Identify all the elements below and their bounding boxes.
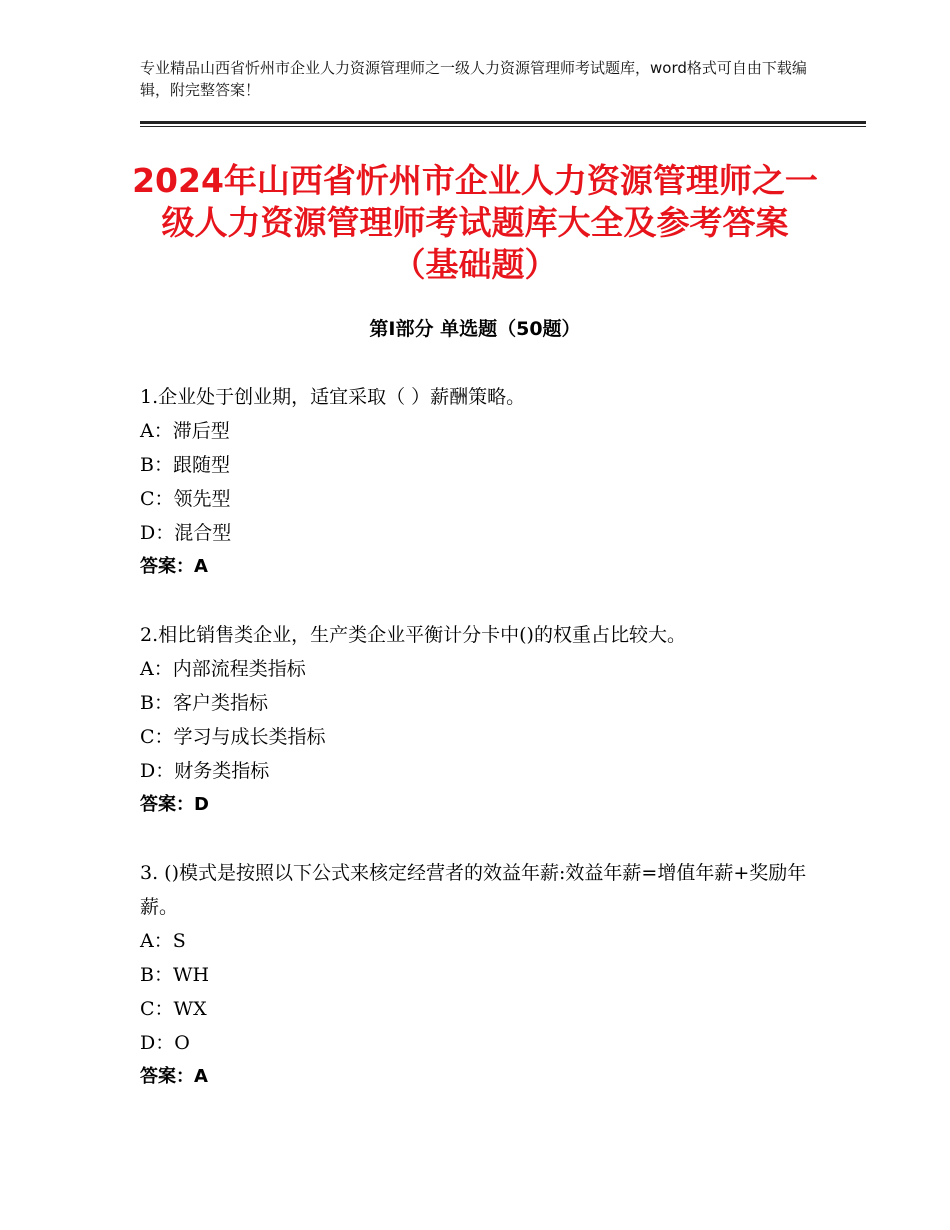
option-c: C：WX <box>140 998 207 1020</box>
header-note: 专业精品山西省忻州市企业人力资源管理师之一级人力资源管理师考试题库，word格式可自由下载编辑，附完整答案！ <box>140 59 807 99</box>
header-divider-thin <box>140 126 866 127</box>
option-b: B：WH <box>140 964 210 986</box>
section-heading: 第Ⅰ部分 单选题（50题） <box>369 318 581 340</box>
document-title: 2024年山西省忻州市企业人力资源管理师之一级人力资源管理师考试题库大全及参考答案（基础题） <box>132 161 818 284</box>
option-b: B：跟随型 <box>140 454 230 476</box>
header-divider-thick <box>140 121 866 124</box>
answer-label: 答案：A <box>140 1066 208 1087</box>
question-stem: 2.相比销售类企业，生产类企业平衡计分卡中()的权重占比较大。 <box>140 624 686 646</box>
question-stem: 1.企业处于创业期，适宜采取（ ）薪酬策略。 <box>140 386 526 408</box>
option-c: C：学习与成长类指标 <box>140 726 326 748</box>
option-a: A：S <box>140 930 186 952</box>
question-2 <box>140 618 820 822</box>
option-d: D：财务类指标 <box>140 760 270 782</box>
option-a: A：滞后型 <box>140 420 230 442</box>
answer-label: 答案：D <box>140 794 209 815</box>
option-b: B：客户类指标 <box>140 692 268 714</box>
question-1 <box>140 380 820 584</box>
option-c: C：领先型 <box>140 488 231 510</box>
answer-label: 答案：A <box>140 556 208 577</box>
question-3 <box>140 856 820 1094</box>
option-d: D：混合型 <box>140 522 232 544</box>
option-d: D：O <box>140 1032 190 1054</box>
question-stem: 3. ()模式是按照以下公式来核定经营者的效益年薪:效益年薪=增值年薪+奖励年薪。 <box>140 862 807 918</box>
option-a: A：内部流程类指标 <box>140 658 306 680</box>
question-list <box>140 380 820 1128</box>
